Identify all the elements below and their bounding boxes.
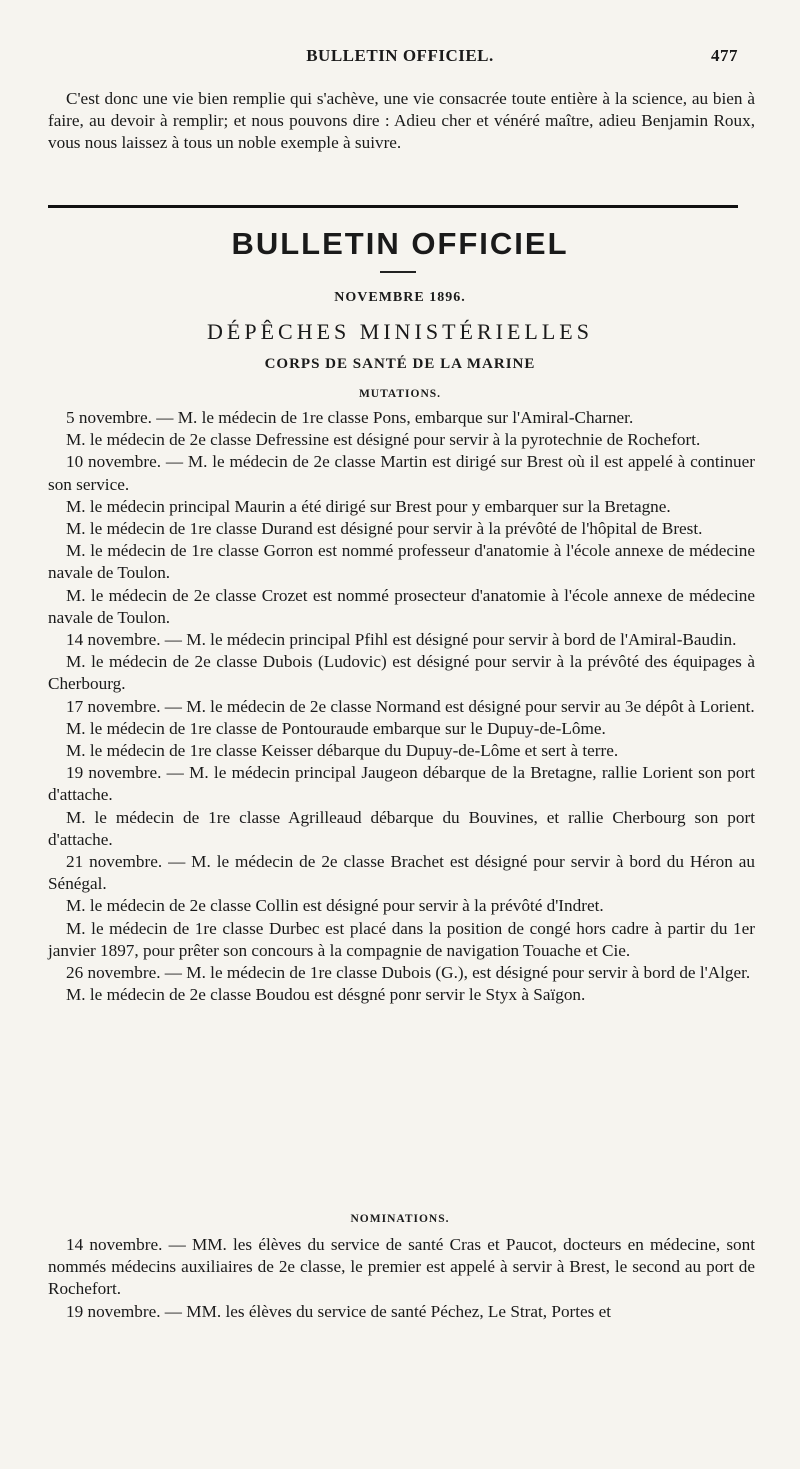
mutation-entry: 19 novembre. — M. le médecin principal Jaugeon débarque de la Bretagne, rallie Lorient son port d'attache. <box>48 763 755 805</box>
depeches-heading: DÉPÊCHES MINISTÉRIELLES <box>207 319 593 344</box>
mutation-entry: M. le médecin de 1re classe de Pontouraude embarque sur le Dupuy-de-Lôme. <box>66 718 606 738</box>
mutation-entry: M. le médecin de 1re classe Gorron est nommé professeur d'anatomie à l'école annexe de médecine navale de Toulon. <box>48 541 755 583</box>
corps-heading: CORPS DE SANTÉ DE LA MARINE <box>264 356 536 372</box>
mutations-heading: MUTATIONS. <box>358 388 442 400</box>
page-number: 477 <box>711 46 738 65</box>
title-underline <box>380 271 416 273</box>
mutation-entry: M. le médecin de 2e classe Crozet est nommé prosecteur d'anatomie à l'école annexe de médecine navale de Toulon. <box>48 585 755 627</box>
bulletin-title: BULLETIN OFFICIEL <box>231 226 569 261</box>
month-heading: NOVEMBRE 1896. <box>334 290 466 305</box>
mutation-entry: 26 novembre. — M. le médecin de 1re classe Dubois (G.), est désigné pour servir à bord de l'Alger. <box>66 963 751 983</box>
mutation-entry: 10 novembre. — M. le médecin de 2e classe Martin est dirigé sur Brest où il est appelé à continuer son service. <box>48 452 755 494</box>
mutation-entry: 14 novembre. — M. le médecin principal Pfihl est désigné pour servir à bord de l'Amiral-Baudin. <box>66 630 737 650</box>
nominations-heading: NOMINATIONS. <box>350 1213 450 1225</box>
nominations-section <box>48 1234 755 1323</box>
mutation-entry: M. le médecin de 1re classe Durand est désigné pour servir à la prévôté de l'hôpital de Brest. <box>66 519 703 539</box>
mutation-entry: M. le médecin de 1re classe Durbec est placé dans la position de congé hors cadre à partir du 1er janvier 1897, pour prêter son concours à la compagnie de navigation Touache et Cie. <box>48 918 755 960</box>
running-title: BULLETIN OFFICIEL. <box>306 46 494 65</box>
mutation-entry: M. le médecin de 2e classe Boudou est désgné ponr servir le Styx à Saïgon. <box>66 985 586 1005</box>
mutation-entry: M. le médecin de 2e classe Defressine est désigné pour servir à la pyrotechnie de Rochefort. <box>66 430 701 450</box>
intro-paragraph: C'est donc une vie bien remplie qui s'achève, une vie consacrée toute entière à la science, au bien à faire, au devoir à remplir; et nous pouvons dire : Adieu cher et vénéré maître, adieu Benjamin Roux, vous nous laissez à tous un noble exemple à suivre. <box>48 89 755 153</box>
mutation-entry: M. le médecin de 1re classe Keisser débarque du Dupuy-de-Lôme et sert à terre. <box>66 741 619 761</box>
mutation-entry: M. le médecin principal Maurin a été dirigé sur Brest pour y embarquer sur la Bretagne. <box>66 496 671 516</box>
mutation-entry: 17 novembre. — M. le médecin de 2e classe Normand est désigné pour servir au 3e dépôt à Lorient. <box>66 696 755 716</box>
mutation-entry: M. le médecin de 2e classe Dubois (Ludovic) est désigné pour servir à la prévôté des équipages à Cherbourg. <box>48 652 755 694</box>
running-header <box>0 46 800 72</box>
mutation-entry: M. le médecin de 2e classe Collin est désigné pour servir à la prévôté d'Indret. <box>66 896 604 916</box>
nomination-entry: 19 novembre. — MM. les élèves du service de santé Péchez, Le Strat, Portes et <box>66 1301 612 1321</box>
intro-paragraph-block <box>48 88 755 155</box>
mutation-entry: M. le médecin de 1re classe Agrilleaud débarque du Bouvines, et rallie Cherbourg son port d'attache. <box>48 807 755 849</box>
nomination-entry: 14 novembre. — MM. les élèves du service de santé Cras et Paucot, docteurs en médecine, sont nommés médecins auxiliaires de 2e classe, le premier est appelé à servir à Brest, le second au port de Rochefort. <box>48 1235 755 1299</box>
mutation-entry: 5 novembre. — M. le médecin de 1re classe Pons, embarque sur l'Amiral-Charner. <box>66 408 634 427</box>
mutations-section <box>48 407 755 1006</box>
section-divider-rule <box>48 205 738 208</box>
mutation-entry: 21 novembre. — M. le médecin de 2e classe Brachet est désigné pour servir à bord du Héron au Sénégal. <box>48 852 755 894</box>
